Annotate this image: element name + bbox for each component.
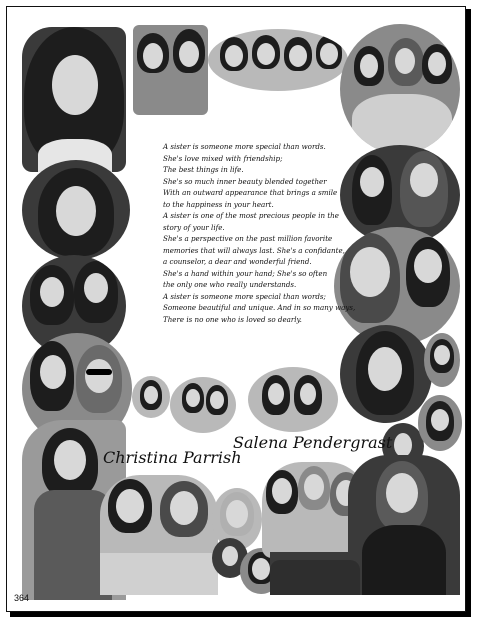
photo-small-right-3 (418, 395, 462, 451)
photo-small-oval-1 (132, 376, 170, 418)
poem-line: She's a hand within your hand; She's so often (163, 268, 328, 278)
page-shadow-bottom (10, 612, 471, 617)
photo-two-girls-center (248, 367, 338, 432)
poem-line: She's a perspective on the past million favorite (163, 234, 333, 243)
photo-portrait-top-left (22, 27, 126, 172)
photo-small-oval-2 (170, 377, 236, 433)
photo-christina-lying (100, 475, 218, 595)
name-christina: Christina Parrish (103, 448, 242, 467)
poem-line: story of your life. (163, 222, 225, 232)
photo-group-top-center (208, 29, 348, 91)
photo-two-girls-top (133, 25, 208, 115)
poem-line: the only one who really understands. (163, 280, 297, 289)
poem-line: Someone beautiful and unique. And in so many ways, (163, 303, 356, 312)
poem-line: With an outward appearance that brings a smile (163, 188, 338, 197)
page-shadow-right (466, 9, 471, 615)
poem-line: to the happiness in your heart. (163, 199, 274, 209)
photo-salena-full-length (348, 455, 460, 595)
poem-line: A sister is one of the most precious people in the (163, 211, 339, 220)
poem-line: She's so much inner beauty blended together (163, 176, 327, 186)
sister-poem (163, 141, 356, 325)
poem-line: The best things in life. (163, 165, 244, 174)
photo-group-top-right (340, 24, 460, 154)
poem-line: There is no one who is loved so dearly. (163, 314, 302, 324)
poem-line: She's love mixed with friendship; (163, 153, 283, 163)
poem-line: A sister is someone more special than words; (163, 291, 326, 301)
poem-line: memories that will always last. She's a confidante, (163, 245, 345, 255)
photo-bottom-right-strip (270, 552, 360, 595)
name-salena: Salena Pendergrast (233, 433, 393, 452)
photo-small-right (424, 333, 460, 387)
photo-portrait-left-2 (22, 160, 130, 260)
photo-portrait-right-3 (340, 325, 432, 423)
poem-line: a counselor, a dear and wonderful friend. (163, 257, 312, 266)
poem-line: A sister is someone more special than words. (163, 142, 326, 151)
page-number: 364 (14, 593, 30, 603)
